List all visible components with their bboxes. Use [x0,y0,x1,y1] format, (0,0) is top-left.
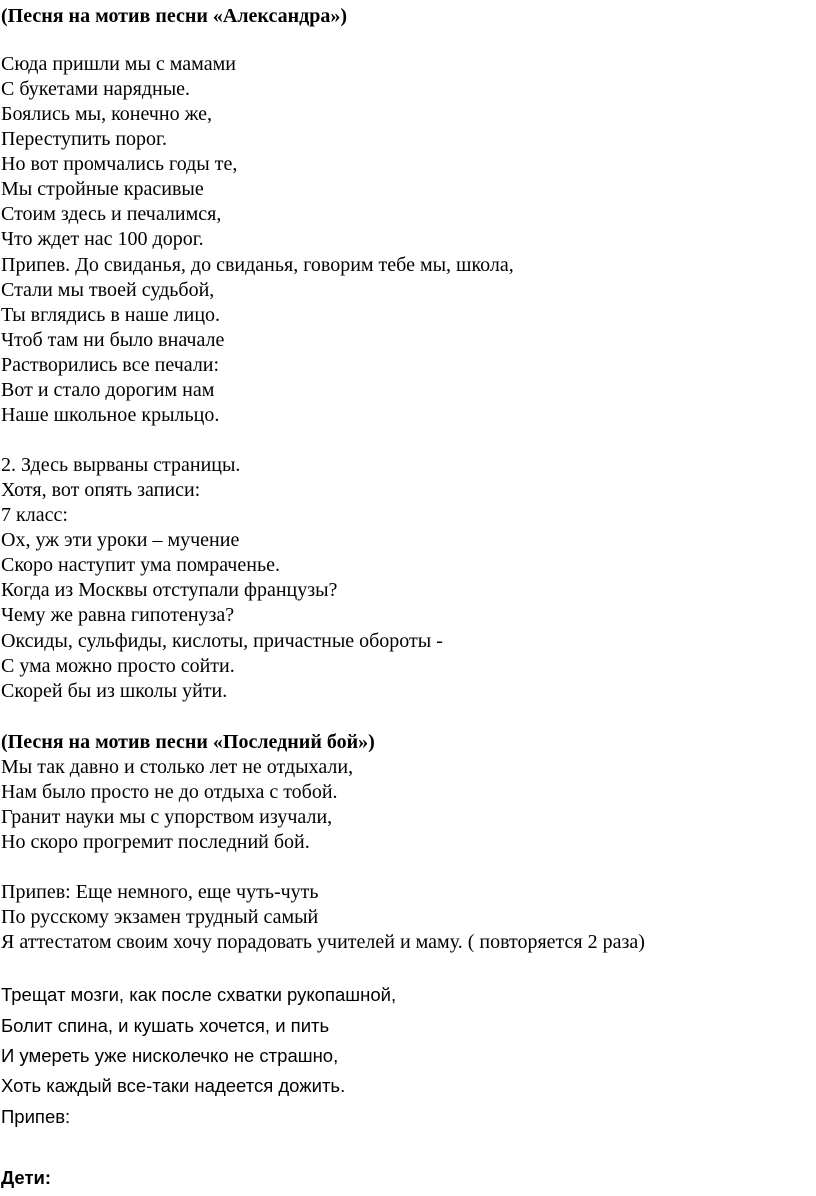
song2-verse2-line: И умереть уже нисколечко не страшно, [1,1045,339,1066]
song1-line: Стали мы твоей судьбой, [1,279,215,301]
children-heading: Дети: [1,1167,52,1188]
song1-line: Вот и стало дорогим нам [1,379,215,401]
song1-verse2-line: Скоро наступит ума помраченье. [1,554,280,576]
song1-line: С букетами нарядные. [1,78,191,100]
song1-verse2-line: Скорей бы из школы уйти. [1,680,228,702]
song1-line: Но вот промчались годы те, [1,153,238,175]
song1-line: Что ждет нас 100 дорог. [1,228,204,250]
song1-line: Наше школьное крыльцо. [1,404,220,426]
song2-line: Гранит науки мы с упорством изучали, [1,806,333,828]
song1-line: Мы стройные красивые [1,178,204,200]
song1-line: Стоим здесь и печалимся, [1,203,222,225]
song2-verse2-line: Болит спина, и кушать хочется, и пить [1,1015,330,1036]
song1-chorus-line: Припев. До свиданья, до свиданья, говорим тебе мы, школа, [1,254,514,276]
song1-verse2-line: Чему же равна гипотенуза? [1,604,235,626]
song2-line: Но скоро прогремит последний бой. [1,831,310,853]
song1-verse2-line: Оксиды, сульфиды, кислоты, причастные обороты - [1,630,443,652]
song2-line: Нам было просто не до отдыха с тобой. [1,781,338,803]
song1-verse2-line: С ума можно просто сойти. [1,655,235,677]
song2-chorus-line: Припев: Еще немного, еще чуть-чуть [1,881,319,903]
song2-line: Мы так давно и столько лет не отдыхали, [1,756,354,778]
song1-verse2-line: Ох, уж эти уроки – мучение [1,529,240,551]
song2-verse2-line: Трещат мозги, как после схватки рукопашной, [1,984,397,1005]
song1-line: Растворились все печали: [1,354,220,376]
song1-verse2-line: Хотя, вот опять записи: [1,479,201,501]
song2-verse2-line: Хоть каждый все-таки надеется дожить. [1,1075,346,1096]
song2-title: (Песня на мотив песни «Последний бой») [1,731,375,753]
song1-verse2-line: 7 класс: [1,504,68,526]
song2-chorus-line: Я аттестатом своим хочу порадовать учителей и маму. ( повторяется 2 раза) [1,931,645,953]
song1-verse2-line: 2. Здесь вырваны страницы. [1,454,241,476]
song2-chorus-line: По русскому экзамен трудный самый [1,906,319,928]
song2-verse2-line: Припев: [1,1106,71,1127]
song1-line: Ты вглядись в наше лицо. [1,304,221,326]
song1-line: Чтоб там ни было вначале [1,329,225,351]
song1-verse2-line: Когда из Москвы отступали французы? [1,579,338,601]
song1-line: Переступить порог. [1,128,167,150]
song1-line: Сюда пришли мы с мамами [1,53,236,75]
song1-line: Боялись мы, конечно же, [1,103,213,125]
song1-title: (Песня на мотив песни «Александра») [1,5,348,27]
